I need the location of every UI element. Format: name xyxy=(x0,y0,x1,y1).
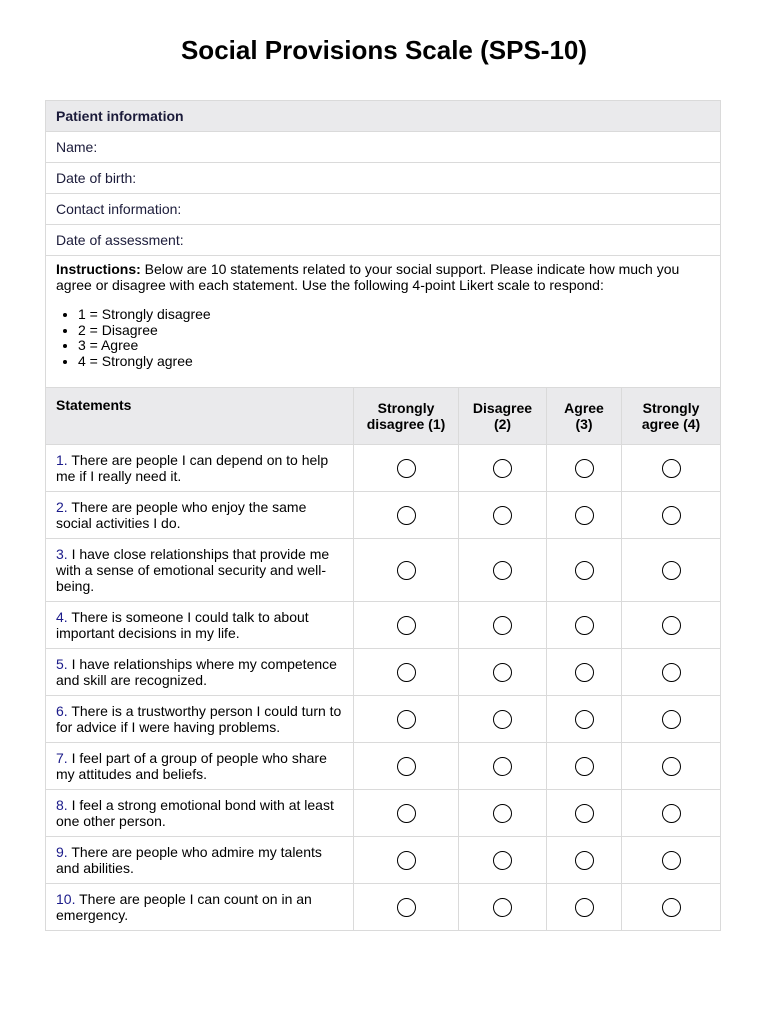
radio-disagree[interactable] xyxy=(493,851,512,870)
option-header-strongly-disagree xyxy=(354,388,459,445)
option-cell-disagree xyxy=(459,492,547,539)
radio-disagree[interactable] xyxy=(493,616,512,635)
statement-text: I have close relationships that provide me with a sense of emotional security and well-being. xyxy=(56,545,330,594)
contact-field-row[interactable] xyxy=(46,194,721,225)
table-row xyxy=(46,602,721,649)
radio-disagree[interactable] xyxy=(493,804,512,823)
radio-disagree[interactable] xyxy=(493,710,512,729)
radio-disagree[interactable] xyxy=(493,561,512,580)
table-row xyxy=(46,649,721,696)
radio-agree[interactable] xyxy=(575,459,594,478)
contact-information-field[interactable]: Contact information: xyxy=(46,194,721,225)
table-row xyxy=(46,696,721,743)
option-cell-strongly-agree xyxy=(622,445,721,492)
radio-agree[interactable] xyxy=(575,616,594,635)
statement-number: 4. xyxy=(56,608,68,625)
statement-cell xyxy=(46,649,354,696)
option-cell-disagree xyxy=(459,743,547,790)
option-header-line: agree (4) xyxy=(641,416,701,432)
table-row xyxy=(46,445,721,492)
radio-strongly-disagree[interactable] xyxy=(397,616,416,635)
radio-strongly-agree[interactable] xyxy=(662,506,681,525)
option-cell-strongly-agree xyxy=(622,539,721,602)
statement-number: 2. xyxy=(56,498,68,515)
scale-item: • 3 = Agree xyxy=(78,338,710,354)
option-cell-agree xyxy=(547,790,622,837)
table-row xyxy=(46,539,721,602)
option-cell-strongly-disagree xyxy=(354,602,459,649)
statement-text: There is someone I could talk to about important decisions in my life. xyxy=(56,608,309,641)
instructions-text: Below are 10 statements related to your social support. Please indicate how much you agree or disagree with each statement. Use the following 4-point Likert scale to respond: xyxy=(56,261,680,293)
option-header-line: disagree (1) xyxy=(366,416,446,432)
statements-body xyxy=(46,445,721,931)
date-of-assessment-field[interactable]: Date of assessment: xyxy=(46,225,721,256)
radio-strongly-disagree[interactable] xyxy=(397,561,416,580)
option-cell-strongly-agree xyxy=(622,790,721,837)
option-header-line: (2) xyxy=(493,416,512,432)
option-cell-strongly-agree xyxy=(622,602,721,649)
scale-item: • 2 = Disagree xyxy=(78,323,710,339)
option-cell-strongly-disagree xyxy=(354,837,459,884)
option-cell-agree xyxy=(547,649,622,696)
statement-cell xyxy=(46,539,354,602)
option-header-line: Disagree xyxy=(472,400,533,416)
statement-number: 3. xyxy=(56,545,68,562)
name-field[interactable]: Name: xyxy=(46,132,721,163)
option-cell-disagree xyxy=(459,445,547,492)
option-cell-strongly-agree xyxy=(622,743,721,790)
statement-number: 9. xyxy=(56,843,68,860)
option-cell-strongly-agree xyxy=(622,649,721,696)
option-cell-disagree xyxy=(459,649,547,696)
radio-agree[interactable] xyxy=(575,710,594,729)
option-header-line: Strongly xyxy=(377,400,435,416)
radio-strongly-agree[interactable] xyxy=(662,757,681,776)
radio-agree[interactable] xyxy=(575,506,594,525)
radio-strongly-agree[interactable] xyxy=(662,710,681,729)
radio-agree[interactable] xyxy=(575,757,594,776)
statement-text: There is a trustworthy person I could turn to for advice if I were having problems. xyxy=(56,702,342,735)
scale-item: • 4 = Strongly agree xyxy=(78,354,710,370)
radio-strongly-agree[interactable] xyxy=(662,616,681,635)
radio-strongly-disagree[interactable] xyxy=(397,804,416,823)
statement-text: There are people I can depend on to help me if I really need it. xyxy=(56,451,329,484)
option-cell-strongly-disagree xyxy=(354,649,459,696)
statement-text: There are people I can count on in an emergency. xyxy=(56,890,312,923)
radio-disagree[interactable] xyxy=(493,757,512,776)
table-row xyxy=(46,492,721,539)
radio-disagree[interactable] xyxy=(493,663,512,682)
statement-text: I feel part of a group of people who share my attitudes and beliefs. xyxy=(56,749,327,782)
option-cell-disagree xyxy=(459,884,547,931)
radio-strongly-agree[interactable] xyxy=(662,804,681,823)
option-cell-agree xyxy=(547,445,622,492)
instructions-cell xyxy=(46,256,721,388)
option-cell-agree xyxy=(547,539,622,602)
statements-header: Statements xyxy=(46,388,354,445)
option-cell-strongly-disagree xyxy=(354,492,459,539)
option-cell-agree xyxy=(547,492,622,539)
option-header-line: Strongly xyxy=(642,400,700,416)
radio-agree[interactable] xyxy=(575,804,594,823)
statement-cell xyxy=(46,492,354,539)
radio-strongly-disagree[interactable] xyxy=(397,459,416,478)
option-cell-agree xyxy=(547,837,622,884)
radio-strongly-disagree[interactable] xyxy=(397,710,416,729)
option-cell-strongly-disagree xyxy=(354,743,459,790)
statement-cell xyxy=(46,743,354,790)
radio-strongly-agree[interactable] xyxy=(662,663,681,682)
statement-cell xyxy=(46,884,354,931)
radio-disagree[interactable] xyxy=(493,506,512,525)
radio-strongly-disagree[interactable] xyxy=(397,757,416,776)
statement-cell xyxy=(46,696,354,743)
option-cell-strongly-agree xyxy=(622,696,721,743)
radio-agree[interactable] xyxy=(575,561,594,580)
option-cell-disagree xyxy=(459,790,547,837)
radio-agree[interactable] xyxy=(575,851,594,870)
date-of-birth-field[interactable]: Date of birth: xyxy=(46,163,721,194)
statement-number: 8. xyxy=(56,796,68,813)
instructions-row xyxy=(46,256,721,388)
statement-number: 1. xyxy=(56,451,68,468)
statement-cell xyxy=(46,837,354,884)
radio-strongly-agree[interactable] xyxy=(662,459,681,478)
statement-cell xyxy=(46,445,354,492)
option-header-line: Agree xyxy=(564,400,604,416)
option-cell-strongly-disagree xyxy=(354,884,459,931)
page-title: Social Provisions Scale (SPS-10) xyxy=(180,35,588,65)
name-field-row[interactable] xyxy=(46,132,721,163)
table-row xyxy=(46,790,721,837)
option-header-agree xyxy=(547,388,622,445)
radio-agree[interactable] xyxy=(575,898,594,917)
statement-number: 6. xyxy=(56,702,68,719)
radio-disagree[interactable] xyxy=(493,459,512,478)
table-row xyxy=(46,743,721,790)
option-cell-strongly-disagree xyxy=(354,445,459,492)
option-cell-strongly-agree xyxy=(622,492,721,539)
patient-info-heading: Patient information xyxy=(46,101,721,132)
option-cell-strongly-disagree xyxy=(354,539,459,602)
statement-cell xyxy=(46,602,354,649)
option-header-line: (3) xyxy=(575,416,593,432)
radio-strongly-disagree[interactable] xyxy=(397,898,416,917)
radio-disagree[interactable] xyxy=(493,898,512,917)
table-row xyxy=(46,837,721,884)
scale-list xyxy=(56,307,710,369)
statement-text: I have relationships where my competence and skill are recognized. xyxy=(56,655,337,688)
statement-number: 5. xyxy=(56,655,68,672)
radio-strongly-agree[interactable] xyxy=(662,898,681,917)
option-cell-disagree xyxy=(459,837,547,884)
option-header-strongly-agree xyxy=(622,388,721,445)
statement-number: 7. xyxy=(56,749,68,766)
radio-strongly-disagree[interactable] xyxy=(397,506,416,525)
dob-field-row[interactable] xyxy=(46,163,721,194)
option-cell-strongly-disagree xyxy=(354,696,459,743)
statement-text: There are people who admire my talents and abilities. xyxy=(56,843,322,876)
instructions-label: Instructions: xyxy=(56,261,141,277)
option-cell-agree xyxy=(547,884,622,931)
option-header-disagree xyxy=(459,388,547,445)
option-cell-strongly-agree xyxy=(622,884,721,931)
option-cell-disagree xyxy=(459,696,547,743)
option-cell-disagree xyxy=(459,602,547,649)
option-cell-strongly-disagree xyxy=(354,790,459,837)
assessment-form xyxy=(45,100,721,931)
option-cell-agree xyxy=(547,743,622,790)
radio-strongly-agree[interactable] xyxy=(662,851,681,870)
assessment-date-field-row[interactable] xyxy=(46,225,721,256)
radio-strongly-disagree[interactable] xyxy=(397,663,416,682)
scale-item: • 1 = Strongly disagree xyxy=(78,307,710,323)
patient-info-header-row xyxy=(46,101,721,132)
statement-text: I feel a strong emotional bond with at least one other person. xyxy=(56,796,334,829)
statement-cell xyxy=(46,790,354,837)
radio-strongly-agree[interactable] xyxy=(662,561,681,580)
option-cell-strongly-agree xyxy=(622,837,721,884)
table-row xyxy=(46,884,721,931)
statement-number: 10. xyxy=(56,890,76,907)
table-header-row xyxy=(46,388,721,445)
radio-strongly-disagree[interactable] xyxy=(397,851,416,870)
option-cell-disagree xyxy=(459,539,547,602)
option-cell-agree xyxy=(547,696,622,743)
option-cell-agree xyxy=(547,602,622,649)
radio-agree[interactable] xyxy=(575,663,594,682)
statement-text: There are people who enjoy the same social activities I do. xyxy=(56,498,307,531)
